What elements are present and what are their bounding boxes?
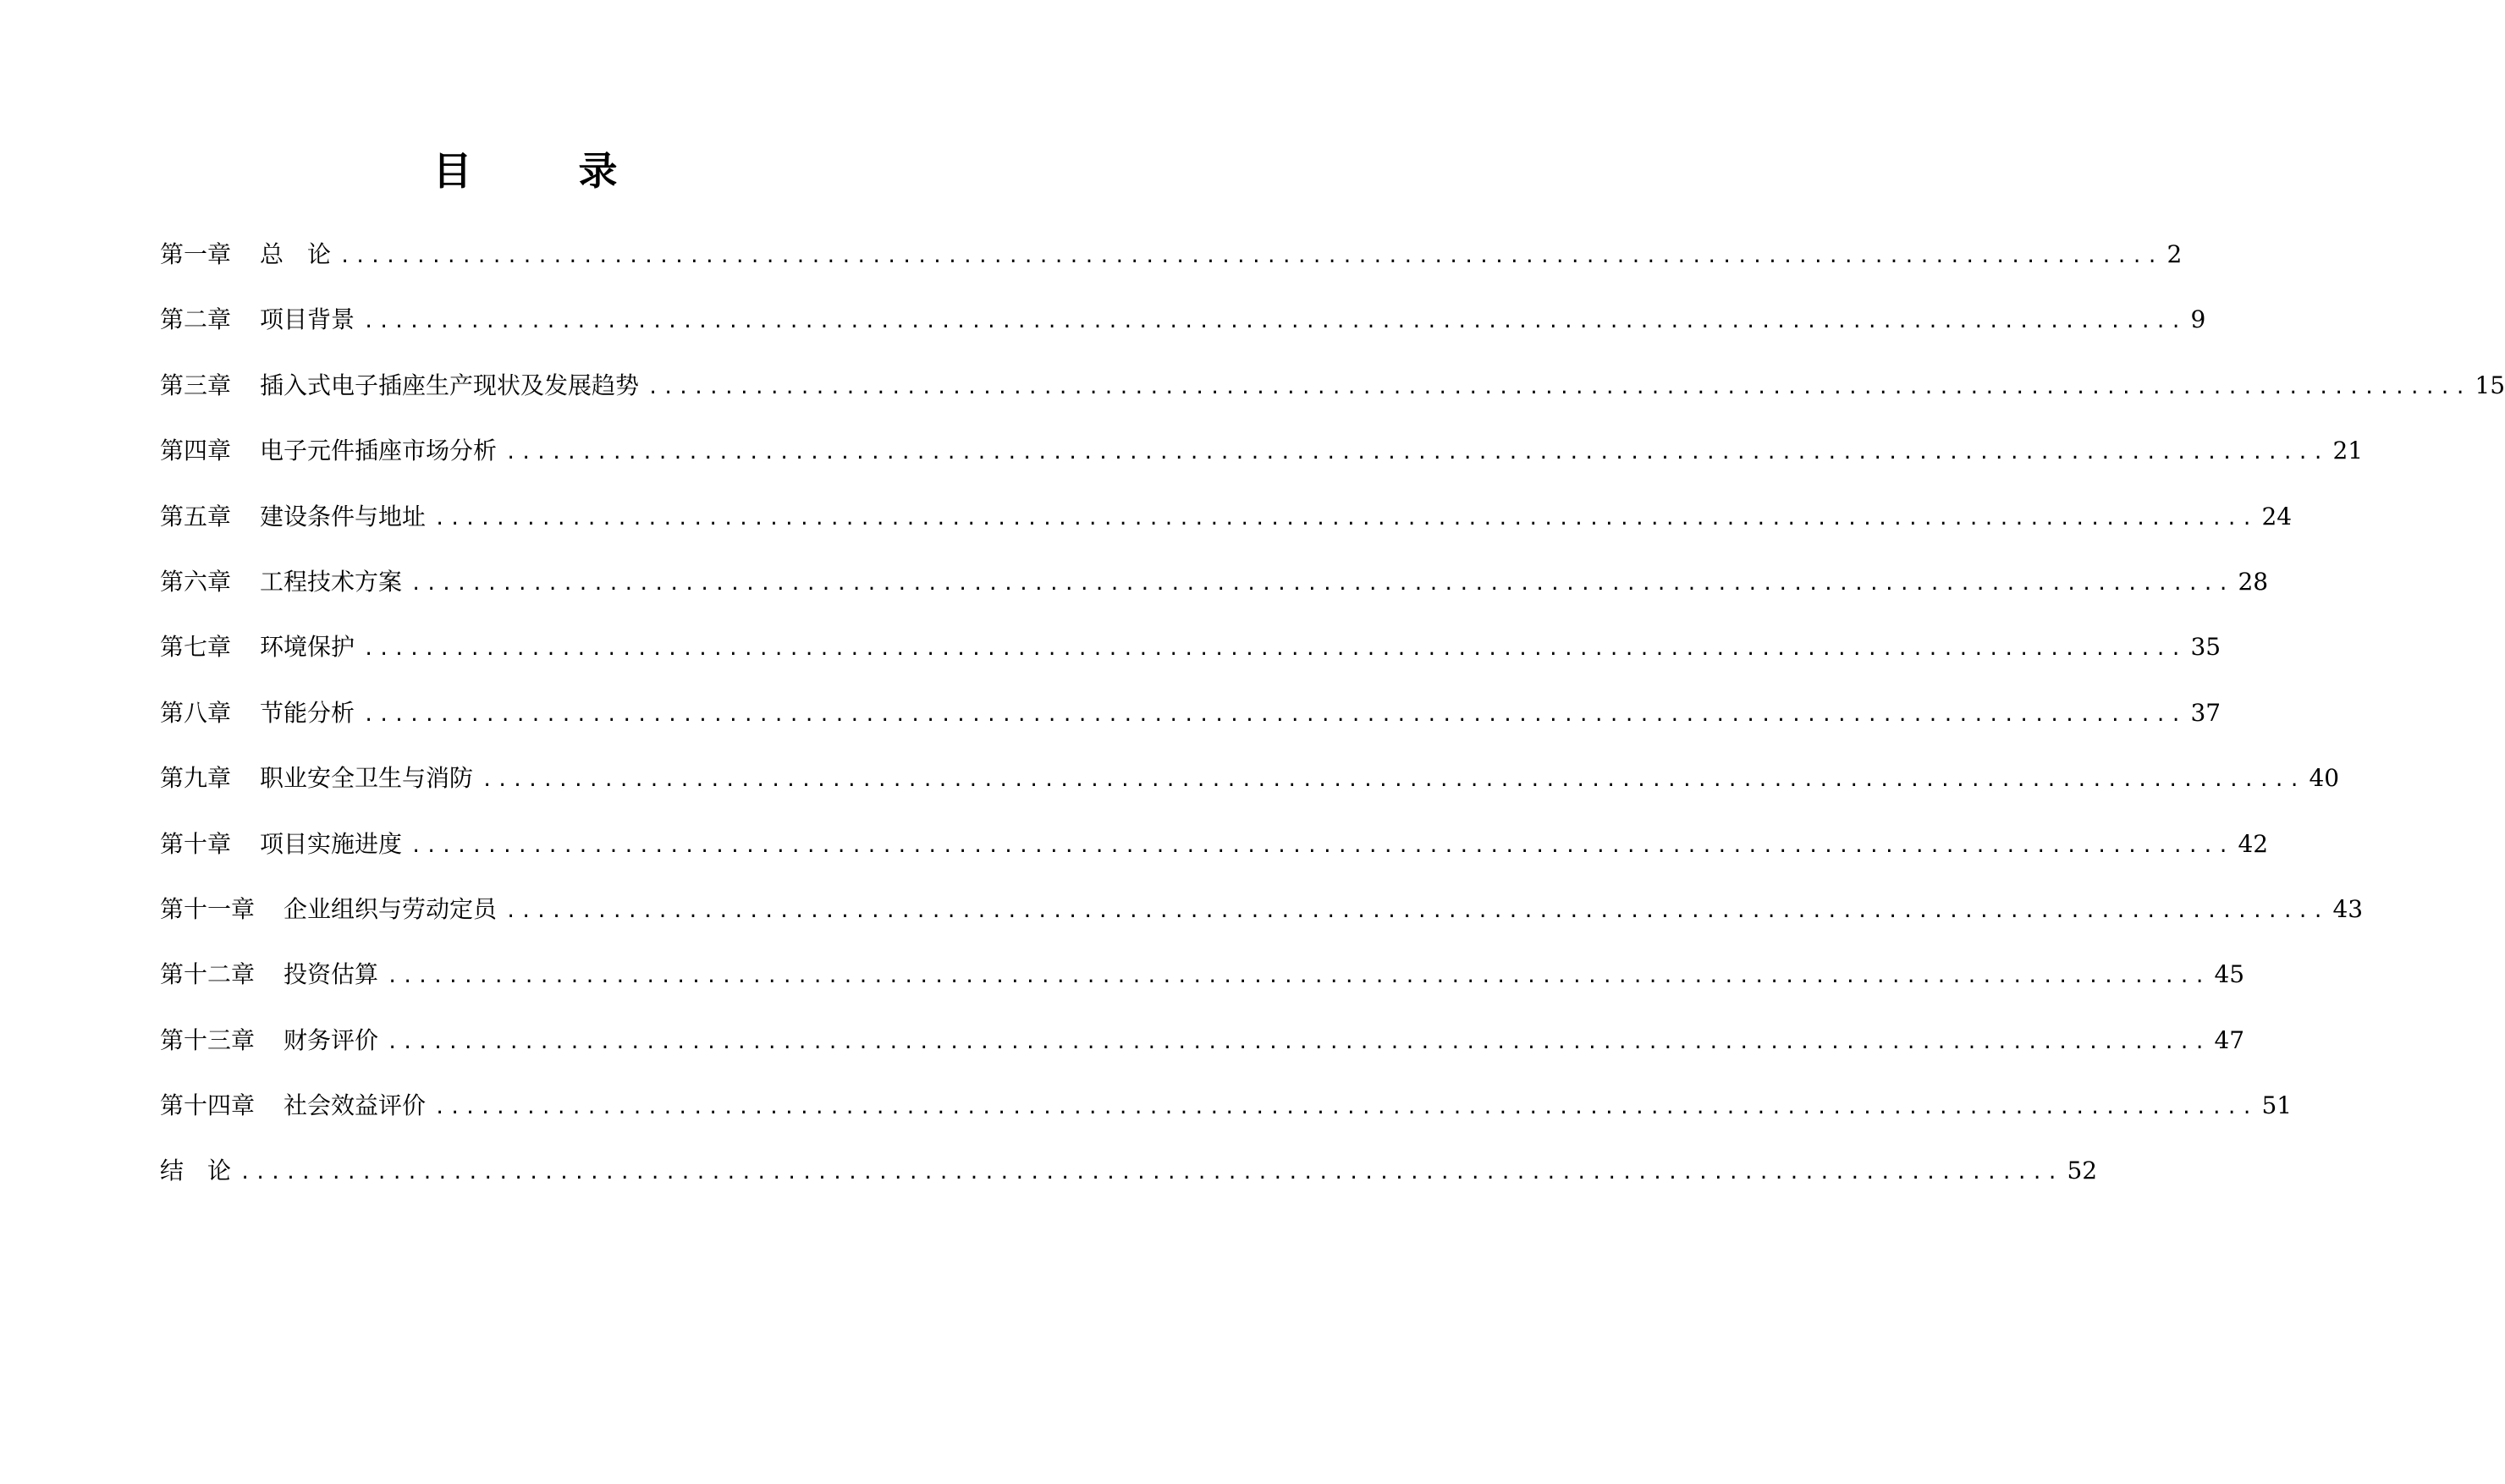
toc-leader-dots: ........................................................................................................................	[363, 639, 2186, 661]
toc-leader-dots: ........................................................................................................................	[505, 442, 2328, 464]
toc-chapter-label: 第七章	[160, 633, 232, 662]
toc-entry[interactable]	[160, 698, 2221, 763]
toc-chapter-label: 第八章	[160, 698, 232, 727]
toc-leader-dots: ........................................................................................................................	[387, 1031, 2210, 1053]
toc-entry-title: 项目实施进度	[260, 829, 403, 858]
toc-page-number: 45	[2214, 960, 2245, 989]
toc-page-number: 47	[2214, 1025, 2245, 1054]
toc-leader-dots: ........................................................................................................................	[505, 900, 2328, 922]
toc-entry-title: 环境保护	[260, 633, 355, 662]
toc-leader-dots: ........................................................................................................................	[434, 1097, 2257, 1119]
toc-entry-title: 节能分析	[260, 698, 355, 727]
toc-leader-dots: ........................................................................................................................	[363, 704, 2186, 726]
toc-page-number: 52	[2067, 1157, 2098, 1185]
toc-chapter-label: 第九章	[160, 764, 232, 793]
toc-entry[interactable]	[160, 894, 2364, 959]
toc-entry[interactable]	[160, 1156, 2098, 1221]
toc-entry[interactable]	[160, 1025, 2245, 1091]
toc-leader-dots: ........................................................................................................................	[239, 1162, 2062, 1184]
toc-entry[interactable]	[160, 829, 2269, 894]
toc-page-number: 42	[2238, 829, 2269, 858]
toc-entry[interactable]	[160, 239, 2183, 305]
toc-entry-title: 建设条件与地址	[260, 502, 427, 530]
toc-entry[interactable]	[160, 371, 2505, 436]
toc-leader-dots: ........................................................................................................................	[387, 966, 2210, 988]
toc-page-number: 24	[2261, 502, 2293, 530]
toc-leader-dots: ........................................................................................................................	[647, 376, 2470, 398]
toc-page-number: 37	[2190, 698, 2221, 727]
toc-chapter-label: 第六章	[160, 567, 232, 596]
toc-entry-title: 插入式电子插座生产现状及发展趋势	[260, 371, 640, 399]
toc-entry-title: 总 论	[260, 240, 332, 268]
toc-chapter-label: 第四章	[160, 437, 232, 465]
page-title: 目 录	[432, 147, 652, 194]
toc-chapter-label: 第十一章	[160, 894, 256, 923]
toc-page-number: 43	[2332, 894, 2364, 923]
table-of-contents	[160, 239, 2505, 1222]
toc-entry-title: 投资估算	[284, 960, 379, 989]
toc-entry-title: 电子元件插座市场分析	[260, 437, 498, 465]
toc-leader-dots: ........................................................................................................................	[410, 835, 2233, 857]
toc-chapter-label: 结 论	[160, 1157, 232, 1185]
toc-leader-dots: ........................................................................................................................	[434, 508, 2257, 530]
toc-page-number: 40	[2309, 764, 2340, 793]
toc-leader-dots: ........................................................................................................................	[363, 311, 2186, 333]
toc-leader-dots: ........................................................................................................................	[410, 573, 2233, 595]
toc-entry[interactable]	[160, 763, 2340, 828]
toc-entry-title: 工程技术方案	[260, 567, 403, 596]
toc-entry-title: 项目背景	[260, 305, 355, 334]
toc-page-number: 21	[2332, 437, 2364, 465]
toc-chapter-label: 第十章	[160, 829, 232, 858]
toc-leader-dots: ........................................................................................................................	[482, 770, 2304, 792]
toc-entry-title: 社会效益评价	[284, 1091, 427, 1120]
toc-entry[interactable]	[160, 436, 2364, 501]
toc-entry[interactable]	[160, 567, 2269, 632]
toc-page-number: 15	[2475, 371, 2505, 399]
toc-entry[interactable]	[160, 305, 2206, 370]
toc-page-number: 9	[2190, 305, 2206, 334]
toc-page-number: 2	[2166, 240, 2183, 268]
toc-entry[interactable]	[160, 959, 2245, 1025]
toc-entry[interactable]	[160, 502, 2293, 567]
toc-page-number: 51	[2261, 1091, 2293, 1120]
toc-page-number: 35	[2190, 633, 2221, 662]
toc-page-number: 28	[2238, 567, 2269, 596]
toc-chapter-label: 第十三章	[160, 1025, 256, 1054]
toc-entry-title: 财务评价	[284, 1025, 379, 1054]
toc-chapter-label: 第三章	[160, 371, 232, 399]
toc-entry-title: 企业组织与劳动定员	[284, 894, 498, 923]
toc-chapter-label: 第十四章	[160, 1091, 256, 1120]
toc-entry[interactable]	[160, 632, 2221, 697]
toc-chapter-label: 第十二章	[160, 960, 256, 989]
toc-chapter-label: 第五章	[160, 502, 232, 530]
toc-chapter-label: 第一章	[160, 240, 232, 268]
toc-leader-dots: ........................................................................................................................	[339, 246, 2162, 267]
toc-entry[interactable]	[160, 1091, 2293, 1156]
toc-chapter-label: 第二章	[160, 305, 232, 334]
toc-entry-title: 职业安全卫生与消防	[260, 764, 474, 793]
